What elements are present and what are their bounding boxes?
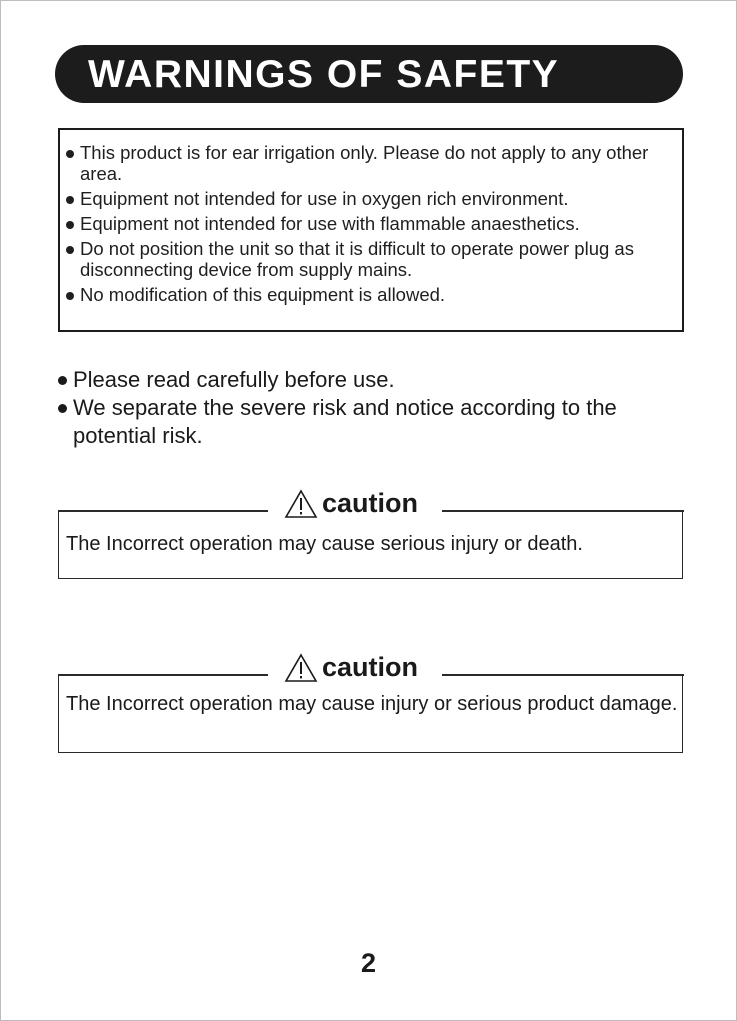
intro-item: We separate the severe risk and notice according to the potential risk. xyxy=(58,394,678,450)
warning-list xyxy=(66,142,676,309)
page-number: 2 xyxy=(360,948,377,978)
caution-heading xyxy=(284,488,418,519)
warning-triangle-icon xyxy=(284,653,318,683)
caution-rule-left xyxy=(58,510,268,512)
caution-text: The Incorrect operation may cause injury or serious product damage. xyxy=(66,693,678,715)
warning-item: No modification of this equipment is allowed. xyxy=(66,284,676,305)
warning-item: Equipment not intended for use with flammable anaesthetics. xyxy=(66,213,676,234)
caution-block-damage xyxy=(58,650,684,756)
warning-item: This product is for ear irrigation only. Please do not apply to any other area. xyxy=(66,142,676,184)
caution-block-serious xyxy=(58,486,684,582)
caution-label: caution xyxy=(322,652,419,682)
intro-list xyxy=(58,366,678,450)
caution-rule-right xyxy=(442,510,684,512)
page-title: WARNINGS OF SAFETY xyxy=(88,53,560,96)
caution-heading xyxy=(284,652,418,683)
warning-triangle-icon xyxy=(284,489,318,519)
warning-item: Equipment not intended for use in oxygen rich environment. xyxy=(66,188,676,209)
caution-rule-right xyxy=(442,674,684,676)
caution-label: caution xyxy=(322,488,419,518)
intro-item: Please read carefully before use. xyxy=(58,366,678,394)
caution-text: The Incorrect operation may cause serious injury or death. xyxy=(66,533,583,555)
caution-rule-left xyxy=(58,674,268,676)
warning-item: Do not position the unit so that it is difficult to operate power plug as disconnecting device from supply mains. xyxy=(66,238,676,280)
